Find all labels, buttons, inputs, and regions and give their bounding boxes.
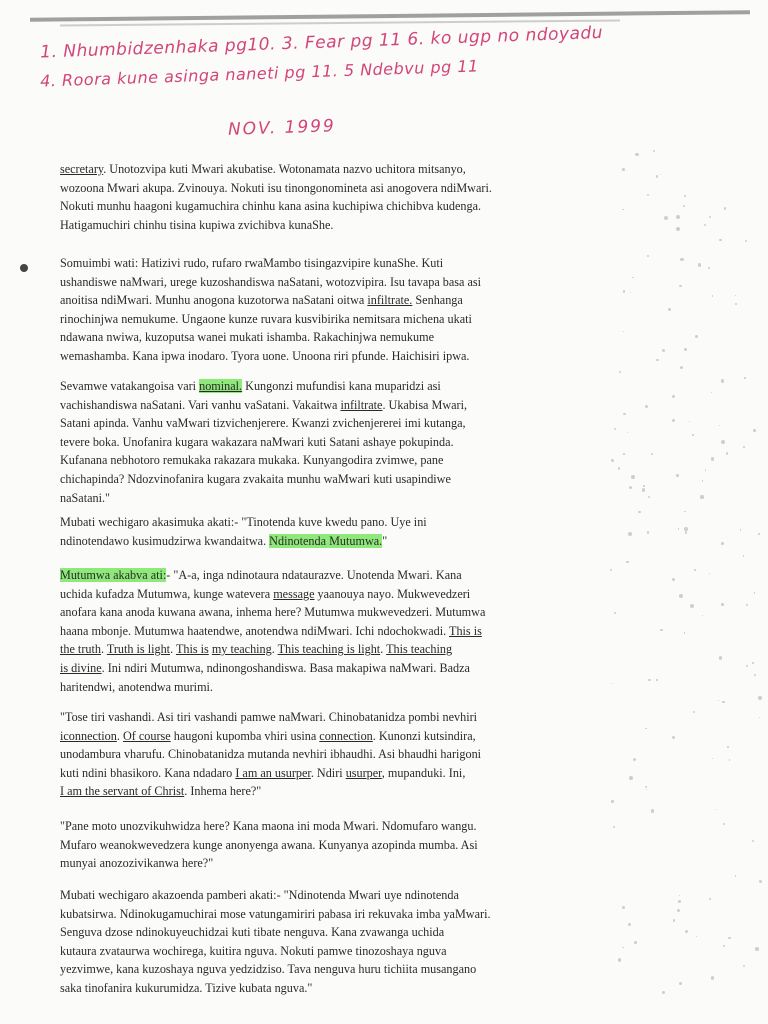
text-segment: . <box>100 642 107 657</box>
text-segment: - "A-a, inga ndinotaura ndataurazve. Unotenda Mwari. Kana <box>166 568 462 582</box>
text-segment: connection <box>319 728 373 743</box>
scan-noise-speck <box>623 453 624 454</box>
paragraph <box>60 886 620 998</box>
scan-noise-speck <box>758 696 761 699</box>
text-segment: "Tose tiri vashandi. Asi tiri vashandi pamwe naMwari. Chinobatanidza pombi nevhiri <box>60 710 478 724</box>
text-segment: infiltrate <box>340 397 383 412</box>
text-line <box>60 782 620 801</box>
text-segment: Senguva dzose ndinokuyeuchidzai kuti tibate nenguva. Kana zvawanga uchida <box>60 925 445 940</box>
text-line <box>60 489 620 508</box>
text-segment: "Pane moto unozvikuhwidza here? Kana maona ini moda Mwari. Ndomufaro wangu. <box>60 819 477 833</box>
text-line <box>60 347 620 366</box>
scan-noise-speck <box>752 662 753 663</box>
text-segment: Ndinotenda Mutumwa. <box>269 533 383 548</box>
text-line <box>60 513 620 532</box>
scan-noise-speck <box>668 308 671 311</box>
scan-noise-speck <box>673 919 676 922</box>
text-segment: saka tinofanira kukurumidza. Tizive kubata nguva." <box>60 980 313 995</box>
text-segment: . Ndiri <box>310 765 346 780</box>
text-line <box>60 708 620 727</box>
text-segment: . Unotozvipa kuti Mwari akubatise. Wotonamata nazvo uchitora mitsanyo, <box>103 162 466 176</box>
text-segment: haritendwi, anotendwa murimi. <box>60 679 213 694</box>
text-segment: unodambura vharufu. Chinobatanidza mutanda nevhiri ibhaudhi. Asi bhaudhi harigoni <box>60 747 482 762</box>
text-line <box>60 396 620 415</box>
scan-noise-speck <box>618 467 620 469</box>
scan-noise-speck <box>645 405 648 408</box>
text-segment: nominal. <box>199 379 243 393</box>
scan-noise-speck <box>709 573 710 574</box>
scan-noise-speck <box>711 392 713 394</box>
scan-noise-speck <box>721 440 725 444</box>
text-line <box>60 854 620 873</box>
scan-noise-speck <box>676 227 680 231</box>
scan-noise-speck <box>647 255 649 257</box>
paragraph <box>60 160 620 234</box>
text-line <box>60 216 620 235</box>
scan-noise-speck <box>623 331 624 332</box>
scan-noise-speck <box>754 674 756 676</box>
text-line <box>60 566 620 585</box>
scan-noise-speck <box>743 555 745 557</box>
scan-noise-speck <box>715 809 716 810</box>
scan-noise-speck <box>702 480 703 481</box>
scan-noise-speck <box>721 542 724 545</box>
text-line <box>60 179 620 198</box>
text-line <box>60 764 620 783</box>
text-segment: This teaching <box>386 642 453 657</box>
scan-noise-speck <box>635 153 639 157</box>
text-segment: , mupanduki. Ini, <box>381 765 466 780</box>
text-segment: message <box>273 586 315 601</box>
text-segment: anoitisa ndiMwari. Munhu anogona kuzotorwa naSatani oitwa <box>60 293 368 308</box>
scan-noise-speck <box>679 594 683 598</box>
text-segment: ndinotendawo kusimudzirwa kwandaitwa. <box>60 533 270 548</box>
text-segment: " <box>382 533 388 548</box>
scan-noise-speck <box>677 909 680 912</box>
text-segment: . <box>116 728 123 743</box>
text-line <box>60 433 620 452</box>
scan-noise-speck <box>746 604 748 606</box>
scan-noise-speck <box>678 900 681 903</box>
text-line <box>60 960 620 979</box>
scan-noise-speck <box>629 486 632 489</box>
scan-noise-speck <box>694 569 696 571</box>
text-line <box>60 197 620 216</box>
text-line <box>60 532 620 551</box>
text-segment: is divine <box>60 660 102 675</box>
scan-noise-speck <box>754 592 755 593</box>
text-segment: naSatani." <box>60 490 110 505</box>
scan-noise-speck <box>695 335 698 338</box>
text-line <box>60 659 620 678</box>
scan-noise-speck <box>723 945 725 947</box>
scan-noise-speck <box>743 965 745 967</box>
scan-noise-speck <box>646 789 647 790</box>
scan-noise-speck <box>651 453 653 455</box>
text-segment: I am the servant of Christ <box>60 784 185 799</box>
scan-noise-speck <box>684 348 687 351</box>
scan-noise-speck <box>672 578 675 581</box>
scan-noise-speck <box>740 529 741 530</box>
scan-noise-speck <box>611 683 612 684</box>
text-line <box>60 328 620 347</box>
text-segment: anofara kana anoda kuwana awana, inhema here? Mutumwa mukwevedzeri. Mutumwa <box>60 605 486 620</box>
text-segment: Mufaro weanokwevedzera kunge anonyenga awana. Kunyanya azopinda mumba. Asi <box>60 837 478 852</box>
scan-noise-speck <box>623 290 625 292</box>
scan-noise-speck <box>672 395 675 398</box>
text-segment: Nokuti munhu haagoni kugamuchira chinhu kana asina kuchipiwa chichibva kudenga. <box>60 199 482 214</box>
text-line <box>60 273 620 292</box>
scan-noise-speck <box>676 474 679 477</box>
text-segment: wozoona Mwari akupa. Zvinouya. Nokuti isu tinongonomineta asi anogovera ndiMwari. <box>60 180 492 195</box>
scan-noise-speck <box>728 937 731 940</box>
text-segment: Truth is light <box>106 642 171 657</box>
text-segment: yezvimwe, kana kuzoshaya nguva yedzidziso. Tava nenguva huru tichiita musangano <box>60 962 477 977</box>
paragraph <box>60 513 620 550</box>
scan-noise-speck <box>642 488 645 491</box>
scan-noise-speck <box>656 679 657 680</box>
text-line <box>60 727 620 746</box>
scan-noise-speck <box>708 267 710 269</box>
scan-noise-speck <box>614 612 616 614</box>
scan-noise-speck <box>662 349 665 352</box>
text-line <box>60 640 620 659</box>
paragraph <box>60 566 620 696</box>
scan-noise-speck <box>735 303 737 305</box>
text-line <box>60 470 620 489</box>
scan-noise-speck <box>693 711 695 713</box>
scan-noise-speck <box>627 432 628 433</box>
text-segment: uchida kufadza Mutumwa, kunge watevera <box>60 586 274 601</box>
text-segment: This is <box>175 642 209 657</box>
text-segment: infiltrate. <box>367 293 413 308</box>
scan-noise-speck <box>753 429 755 431</box>
text-segment: Of course <box>122 728 171 743</box>
text-segment: . Kunonzi kutsindira, <box>372 728 476 743</box>
text-line <box>60 603 620 622</box>
scan-noise-speck <box>683 205 685 207</box>
scan-noise-speck <box>702 615 703 616</box>
text-line <box>60 886 620 905</box>
scan-noise-speck <box>743 446 745 448</box>
scan-noise-speck <box>752 840 754 842</box>
text-line <box>60 377 620 396</box>
scan-noise-speck <box>622 168 625 171</box>
scan-noise-speck <box>632 277 634 279</box>
text-line <box>60 678 620 697</box>
scan-noise-speck <box>622 906 625 909</box>
scan-noise-speck <box>755 947 759 951</box>
text-segment: Hatigamuchiri chinhu tisina kupiwa zvichibva kunaShe. <box>60 217 334 232</box>
paragraph <box>60 708 620 801</box>
text-segment: chichapinda? Ndozvinofanira kugara zvakaita munhu waMwari kuti usapindiwe <box>60 471 451 486</box>
text-segment: secretary <box>60 162 104 176</box>
text-segment: Sevamwe vatakangoisa vari <box>60 379 200 393</box>
scan-noise-speck <box>721 379 725 383</box>
scan-noise-speck <box>698 263 701 266</box>
scan-noise-speck <box>672 419 675 422</box>
scan-noise-speck <box>679 285 681 287</box>
scan-noise-speck <box>684 195 686 197</box>
scan-noise-speck <box>689 421 690 422</box>
scan-noise-speck <box>672 736 675 739</box>
scan-noise-speck <box>645 728 646 729</box>
scan-noise-speck <box>622 209 624 211</box>
scan-noise-speck <box>735 295 736 296</box>
text-segment: tevere boka. Unofanira kugara wakazara naMwari kuti Satani ashaye pokupinda. <box>60 434 454 449</box>
scan-noise-speck <box>729 759 731 761</box>
text-segment: This is <box>449 623 482 638</box>
scan-noise-speck <box>724 207 726 209</box>
scan-noise-speck <box>618 958 622 962</box>
scan-noise-speck <box>719 239 721 241</box>
scan-noise-speck <box>684 511 686 513</box>
text-segment: ushandiswe naMwari, urege kuzoshandiswa naSatani, wotozvipira. Isu tavapa basa asi <box>60 274 482 289</box>
scan-noise-speck <box>647 194 649 196</box>
scan-noise-speck <box>653 150 655 152</box>
scan-noise-speck <box>690 604 694 608</box>
scan-noise-speck <box>718 700 720 702</box>
text-line <box>60 310 620 329</box>
handwritten-date: NOV. 1999 <box>227 116 337 140</box>
scan-noise-speck <box>692 434 693 435</box>
scan-noise-speck <box>679 895 680 896</box>
text-line <box>60 622 620 641</box>
text-segment: wemashamba. Kana ipwa inodaro. Tyora uone. Unoona riri pfunde. Haichisiri ipwa. <box>60 348 470 363</box>
scan-noise-speck <box>758 533 760 535</box>
scan-noise-speck <box>676 215 680 219</box>
scan-noise-speck <box>662 991 665 994</box>
text-line <box>60 414 620 433</box>
scan-noise-speck <box>735 875 736 876</box>
scan-noise-speck <box>685 930 688 933</box>
text-segment: . Ini ndiri Mutumwa, ndinongoshandiswa. Basa makapiwa naMwari. Badza <box>101 660 470 675</box>
text-line <box>60 836 620 855</box>
scan-noise-speck <box>633 758 636 761</box>
scan-noise-speck <box>611 459 614 462</box>
text-segment: haana mbonje. Mutumwa haatendwe, anotendwa ndiMwari. Ichi ndochokwadi. <box>60 623 449 638</box>
scan-noise-speck <box>704 224 706 226</box>
scan-noise-speck <box>700 495 703 498</box>
text-line <box>60 585 620 604</box>
scan-noise-speck <box>645 786 647 788</box>
scan-noise-speck <box>628 923 631 926</box>
text-segment: Senhanga <box>412 293 463 308</box>
scan-noise-speck <box>744 377 745 378</box>
scan-noise-speck <box>685 531 688 534</box>
scan-noise-speck <box>656 175 659 178</box>
scan-noise-speck <box>664 216 668 220</box>
text-line <box>60 254 620 273</box>
scan-noise-speck <box>712 295 714 297</box>
paragraph <box>60 817 620 873</box>
text-segment: kuti ndini bhasikoro. Kana ndadaro <box>60 765 236 780</box>
scan-noise-speck <box>711 976 715 980</box>
scan-edge-line <box>30 10 750 22</box>
scan-noise-speck <box>638 511 641 514</box>
scan-noise-speck <box>656 359 659 362</box>
scan-noise-speck <box>680 366 683 369</box>
text-segment: usurper <box>345 765 382 780</box>
scan-noise-speck <box>680 258 683 261</box>
scan-noise-speck <box>709 898 711 900</box>
text-segment: kutaura zvataurwa wochirega, kuitira nguva. Nokuti pamwe tinozoshaya nguva <box>60 943 447 958</box>
scan-noise-speck <box>643 485 644 486</box>
text-segment: the truth <box>60 642 101 657</box>
text-line <box>60 979 620 998</box>
scan-noise-speck <box>626 561 628 563</box>
scan-noise-speck <box>721 603 724 606</box>
text-segment: This teaching is light <box>277 642 381 657</box>
scan-noise-speck <box>696 936 697 937</box>
text-segment: Mubati wechigaro akazoenda pamberi akati:- "Ndinotenda Mwari uye ndinotenda <box>60 888 459 902</box>
scan-noise-speck <box>651 809 655 813</box>
text-segment: haugoni kupomba vhiri usina <box>170 728 320 743</box>
text-line <box>60 817 620 836</box>
scan-noise-speck <box>679 982 683 986</box>
text-segment: kubatsirwa. Ndinokugamuchirai mose vatungamiriri pabasa iri rekuvaka imba yaMwari. <box>60 906 491 921</box>
scan-noise-speck <box>727 746 729 748</box>
text-segment: Somuimbi wati: Hatizivi rudo, rufaro rwaMambo tisingazvipire kunaShe. Kuti <box>60 256 444 270</box>
text-line <box>60 160 620 179</box>
scan-noise-speck <box>647 531 650 534</box>
text-segment: ndawana nwiwa, kuzoputsa wanei mukati ishamba. Rakachinjwa nemukume <box>60 330 434 345</box>
text-segment: Mubati wechigaro akasimuka akati:- "Tinotenda kuve kwedu pano. Uye ini <box>60 515 427 529</box>
text-segment: Mutumwa akabva ati: <box>60 568 167 582</box>
scan-noise-speck <box>712 758 713 759</box>
scan-noise-speck <box>623 413 625 415</box>
scan-noise-speck <box>631 475 635 479</box>
scan-noise-speck <box>611 800 613 802</box>
text-line <box>60 451 620 470</box>
handwritten-note-line1: 1. Nhumbidzenhaka pg10. 3. Fear pg 11 6. ko ugp no ndoyadu <box>39 22 604 63</box>
text-segment: . Ukabisa Mwari, <box>382 397 468 412</box>
text-segment: my teaching <box>211 642 272 657</box>
text-line <box>60 923 620 942</box>
scan-noise-speck <box>630 292 631 293</box>
scan-noise-speck <box>723 823 726 826</box>
text-segment: Kufanana nebhotoro remukaka rakazara mukaka. Kunyangodira zvimwe, pane <box>60 453 444 468</box>
scan-noise-speck <box>619 371 621 373</box>
scan-noise-speck <box>726 452 728 454</box>
scan-noise-speck <box>711 457 714 460</box>
text-segment: . Inhema here?" <box>184 784 262 799</box>
handwritten-note-line2: 4. Roora kune asinga naneti pg 11. 5 Ndebvu pg 11 <box>39 56 479 91</box>
scan-noise-speck <box>719 656 723 660</box>
scan-noise-speck <box>634 941 637 944</box>
scan-noise-speck <box>629 776 633 780</box>
scan-noise-speck <box>759 880 762 883</box>
text-segment: . <box>271 642 278 657</box>
text-line <box>60 942 620 961</box>
punch-hole-mark <box>20 264 28 272</box>
scan-noise-speck <box>660 629 663 632</box>
text-line <box>60 745 620 764</box>
scan-noise-speck <box>684 632 685 633</box>
scan-noise-speck <box>705 469 707 471</box>
text-line <box>60 905 620 924</box>
scan-noise-speck <box>709 216 711 218</box>
text-segment: I am an usurper <box>235 765 311 780</box>
scan-noise-speck <box>628 532 632 536</box>
text-segment: munyai anozozivikanwa here?" <box>60 856 214 871</box>
scan-noise-speck <box>746 665 748 667</box>
paragraph <box>60 377 620 507</box>
scan-noise-speck <box>745 240 747 242</box>
text-segment: Kungonzi mufundisi kana muparidzi asi <box>242 379 441 393</box>
scan-noise-speck <box>722 701 725 704</box>
text-segment: Satani apinda. Vanhu vaMwari tizvichenjerere. Kwanzi zvichenjererei imi kutanga, <box>60 416 466 431</box>
text-segment: . <box>380 642 387 657</box>
text-segment: rinochinjwa nemukume. Ungaone kunze ruvara kusvibirika nemitsara michena ukati <box>60 311 472 326</box>
scan-noise-speck <box>648 679 650 681</box>
text-segment: iconnection <box>60 728 117 743</box>
text-segment: vachishandiswa naSatani. Vari vanhu vaSatani. Vakaitwa <box>60 397 341 412</box>
scan-noise-speck <box>719 425 720 426</box>
scan-noise-speck <box>648 496 651 499</box>
text-segment: yaanouya nayo. Mukwevedzeri <box>314 586 471 601</box>
text-segment: . <box>170 642 176 657</box>
scan-noise-speck <box>678 528 680 530</box>
text-line <box>60 291 620 310</box>
scan-noise-speck <box>660 174 661 175</box>
scan-noise-speck <box>622 947 624 949</box>
scan-noise-speck <box>759 717 760 718</box>
paragraph <box>60 254 620 366</box>
